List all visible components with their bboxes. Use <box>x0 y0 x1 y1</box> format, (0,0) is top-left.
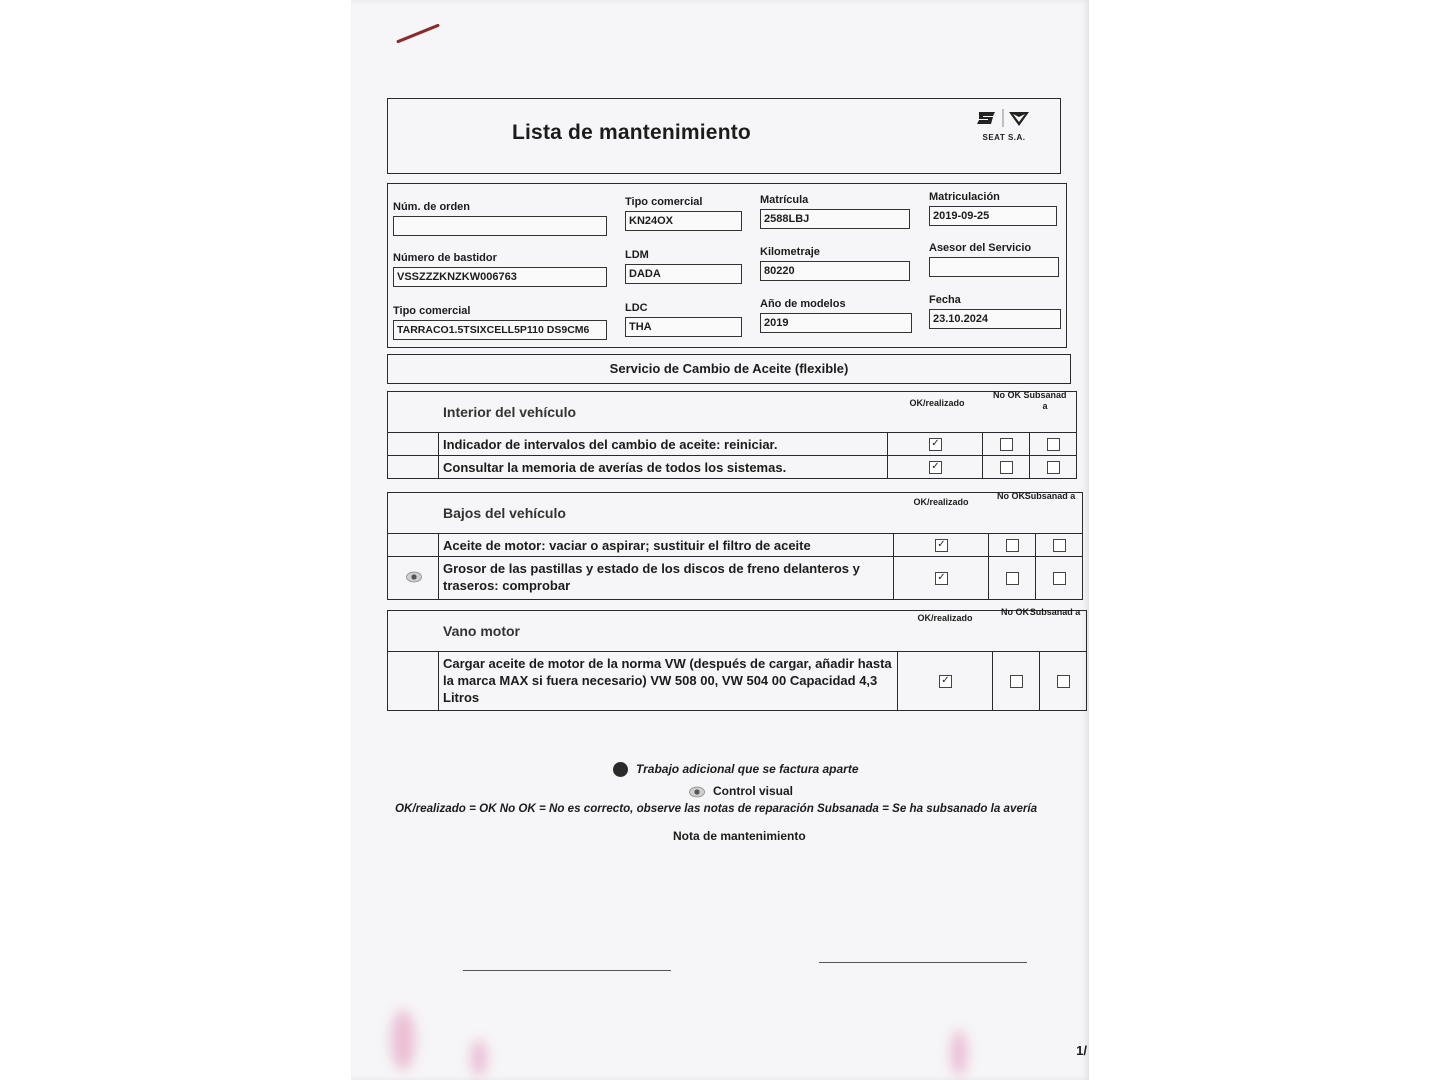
column-header-ok: OK/realizado <box>917 613 973 623</box>
page-number: 1/ <box>1076 1043 1087 1058</box>
section-bajos <box>387 492 1083 600</box>
ink-smudge <box>391 1010 415 1070</box>
legend-additional-work <box>613 762 859 777</box>
column-header-no-ok: No OK <box>993 390 1021 400</box>
subsanada-cell <box>1036 557 1082 599</box>
field-value <box>929 257 1059 277</box>
row-lead-cell <box>388 433 439 455</box>
checklist-row <box>388 651 1086 710</box>
section-vano-motor <box>387 607 1087 711</box>
seat-logo <box>974 107 1034 142</box>
document-page <box>351 0 1089 1080</box>
field-value: 80220 <box>760 261 910 281</box>
field-value: 2588LBJ <box>760 209 910 229</box>
no-ok-checkbox[interactable] <box>1000 438 1013 451</box>
field-numero-bastidor <box>393 252 607 287</box>
ok-cell <box>894 557 989 599</box>
field-value: 2019-09-25 <box>929 206 1057 226</box>
logo-text: SEAT S.A. <box>982 133 1026 142</box>
document-title: Lista de mantenimiento <box>512 121 751 144</box>
section-title: Interior del vehículo <box>443 404 577 420</box>
subsanada-cell <box>1040 652 1086 710</box>
ok-cell <box>888 433 983 455</box>
row-text: Indicador de intervalos del cambio de aceite: reiniciar. <box>439 433 888 455</box>
field-num-orden <box>393 201 607 236</box>
maintenance-note-title: Nota de mantenimiento <box>673 829 806 843</box>
checklist-row <box>388 432 1076 455</box>
field-label: Asesor del Servicio <box>929 242 1032 254</box>
section-title: Bajos del vehículo <box>443 505 566 521</box>
section-header <box>388 493 1082 533</box>
filled-circle-icon <box>613 762 628 777</box>
no-ok-checkbox[interactable] <box>1000 461 1013 474</box>
field-value: 2019 <box>760 313 912 333</box>
signature-line-right <box>819 962 1027 963</box>
row-text: Grosor de las pastillas y estado de los discos de freno delanteros y traseros: comprobar <box>439 557 894 599</box>
eye-icon <box>689 786 705 798</box>
checklist-row <box>388 556 1082 599</box>
column-header-ok: OK/realizado <box>913 497 969 507</box>
row-lead-cell <box>388 557 439 599</box>
ink-smudge <box>471 1040 487 1076</box>
field-label: Fecha <box>929 294 961 306</box>
section-header <box>388 607 1086 651</box>
field-tipo-comercial-2 <box>393 305 607 340</box>
field-ldc <box>625 302 742 337</box>
eye-icon <box>406 571 422 583</box>
field-value <box>393 216 607 236</box>
subsanada-cell <box>1030 456 1076 478</box>
header-box <box>387 98 1061 174</box>
column-header-no-ok: No OK <box>997 491 1025 501</box>
section-interior <box>387 391 1077 479</box>
signature-line-left <box>463 970 671 971</box>
field-asesor-servicio <box>929 242 1059 277</box>
legend-visual-control-text: Control visual <box>713 784 794 798</box>
field-label: Núm. de orden <box>393 201 471 213</box>
row-text: Aceite de motor: vaciar o aspirar; sustituir el filtro de aceite <box>439 534 894 556</box>
column-header-subsanada: Subsanad a <box>1023 390 1067 411</box>
ok-checkbox[interactable]: ✓ <box>939 675 952 688</box>
row-text: Cargar aceite de motor de la norma VW (después de cargar, añadir hasta la marca MAX si fuera necesario) VW 508 00, VW 504 00 Capacidad 4,3 Litros <box>439 652 898 710</box>
no-ok-cell <box>989 557 1036 599</box>
field-label: Año de modelos <box>760 298 846 310</box>
vehicle-info-box <box>387 183 1067 348</box>
ok-checkbox[interactable]: ✓ <box>935 539 948 552</box>
ok-cell <box>898 652 993 710</box>
field-label: Matrícula <box>760 194 809 206</box>
pen-mark <box>396 23 440 43</box>
field-label: LDC <box>625 302 648 314</box>
row-text: Consultar la memoria de averías de todos los sistemas. <box>439 456 888 478</box>
subsanada-checkbox[interactable] <box>1047 438 1060 451</box>
ink-smudge <box>951 1030 967 1076</box>
row-lead-cell <box>388 534 439 556</box>
field-label: Kilometraje <box>760 246 820 258</box>
field-kilometraje <box>760 246 910 281</box>
subsanada-checkbox[interactable] <box>1053 572 1066 585</box>
column-header-subsanada: Subsanad a <box>1024 491 1076 501</box>
field-fecha <box>929 294 1061 329</box>
section-title: Vano motor <box>443 623 521 639</box>
field-value: 23.10.2024 <box>929 309 1061 329</box>
seat-cupra-logo-icon <box>976 107 1032 129</box>
field-label: Tipo comercial <box>393 305 471 317</box>
column-header-no-ok: No OK <box>1001 607 1029 617</box>
no-ok-checkbox[interactable] <box>1006 539 1019 552</box>
field-matriculacion <box>929 191 1057 226</box>
no-ok-cell <box>983 456 1030 478</box>
field-ldm <box>625 249 742 284</box>
row-lead-cell <box>388 652 439 710</box>
no-ok-checkbox[interactable] <box>1006 572 1019 585</box>
field-label: Número de bastidor <box>393 252 497 264</box>
field-tipo-comercial-1 <box>625 196 742 231</box>
no-ok-cell <box>989 534 1036 556</box>
ok-checkbox[interactable]: ✓ <box>935 572 948 585</box>
column-header-subsanada: Subsanad a <box>1029 607 1081 617</box>
service-title: Servicio de Cambio de Aceite (flexible) <box>609 361 849 376</box>
no-ok-cell <box>993 652 1040 710</box>
field-ano-modelos <box>760 298 912 333</box>
ok-cell <box>888 456 983 478</box>
subsanada-checkbox[interactable] <box>1053 539 1066 552</box>
column-header-ok: OK/realizado <box>909 398 965 408</box>
no-ok-cell <box>983 433 1030 455</box>
ok-cell <box>894 534 989 556</box>
field-label: LDM <box>625 249 649 261</box>
field-matricula <box>760 194 910 229</box>
legend-definitions: OK/realizado = OK No OK = No es correcto, observe las notas de reparación Subsanada = Se ha subsanado la avería <box>395 802 1038 815</box>
section-header <box>388 392 1076 432</box>
field-value: VSSZZZKNZKW006763 <box>393 267 607 287</box>
checklist-row <box>388 455 1076 478</box>
no-ok-checkbox[interactable] <box>1010 675 1023 688</box>
field-value: KN24OX <box>625 211 742 231</box>
service-title-box <box>387 354 1071 384</box>
field-value: THA <box>625 317 742 337</box>
field-label: Tipo comercial <box>625 196 703 208</box>
subsanada-checkbox[interactable] <box>1047 461 1060 474</box>
field-value: DADA <box>625 264 742 284</box>
subsanada-checkbox[interactable] <box>1057 675 1070 688</box>
subsanada-cell <box>1030 433 1076 455</box>
checklist-row <box>388 533 1082 556</box>
legend-additional-work-text: Trabajo adicional que se factura aparte <box>636 762 859 776</box>
ok-checkbox[interactable]: ✓ <box>929 438 942 451</box>
subsanada-cell <box>1036 534 1082 556</box>
field-label: Matriculación <box>929 191 1000 203</box>
legend-visual-control <box>689 784 793 798</box>
row-lead-cell <box>388 456 439 478</box>
field-value: TARRACO1.5TSIXCELL5P110 DS9CM6 <box>393 320 607 340</box>
ok-checkbox[interactable]: ✓ <box>929 461 942 474</box>
